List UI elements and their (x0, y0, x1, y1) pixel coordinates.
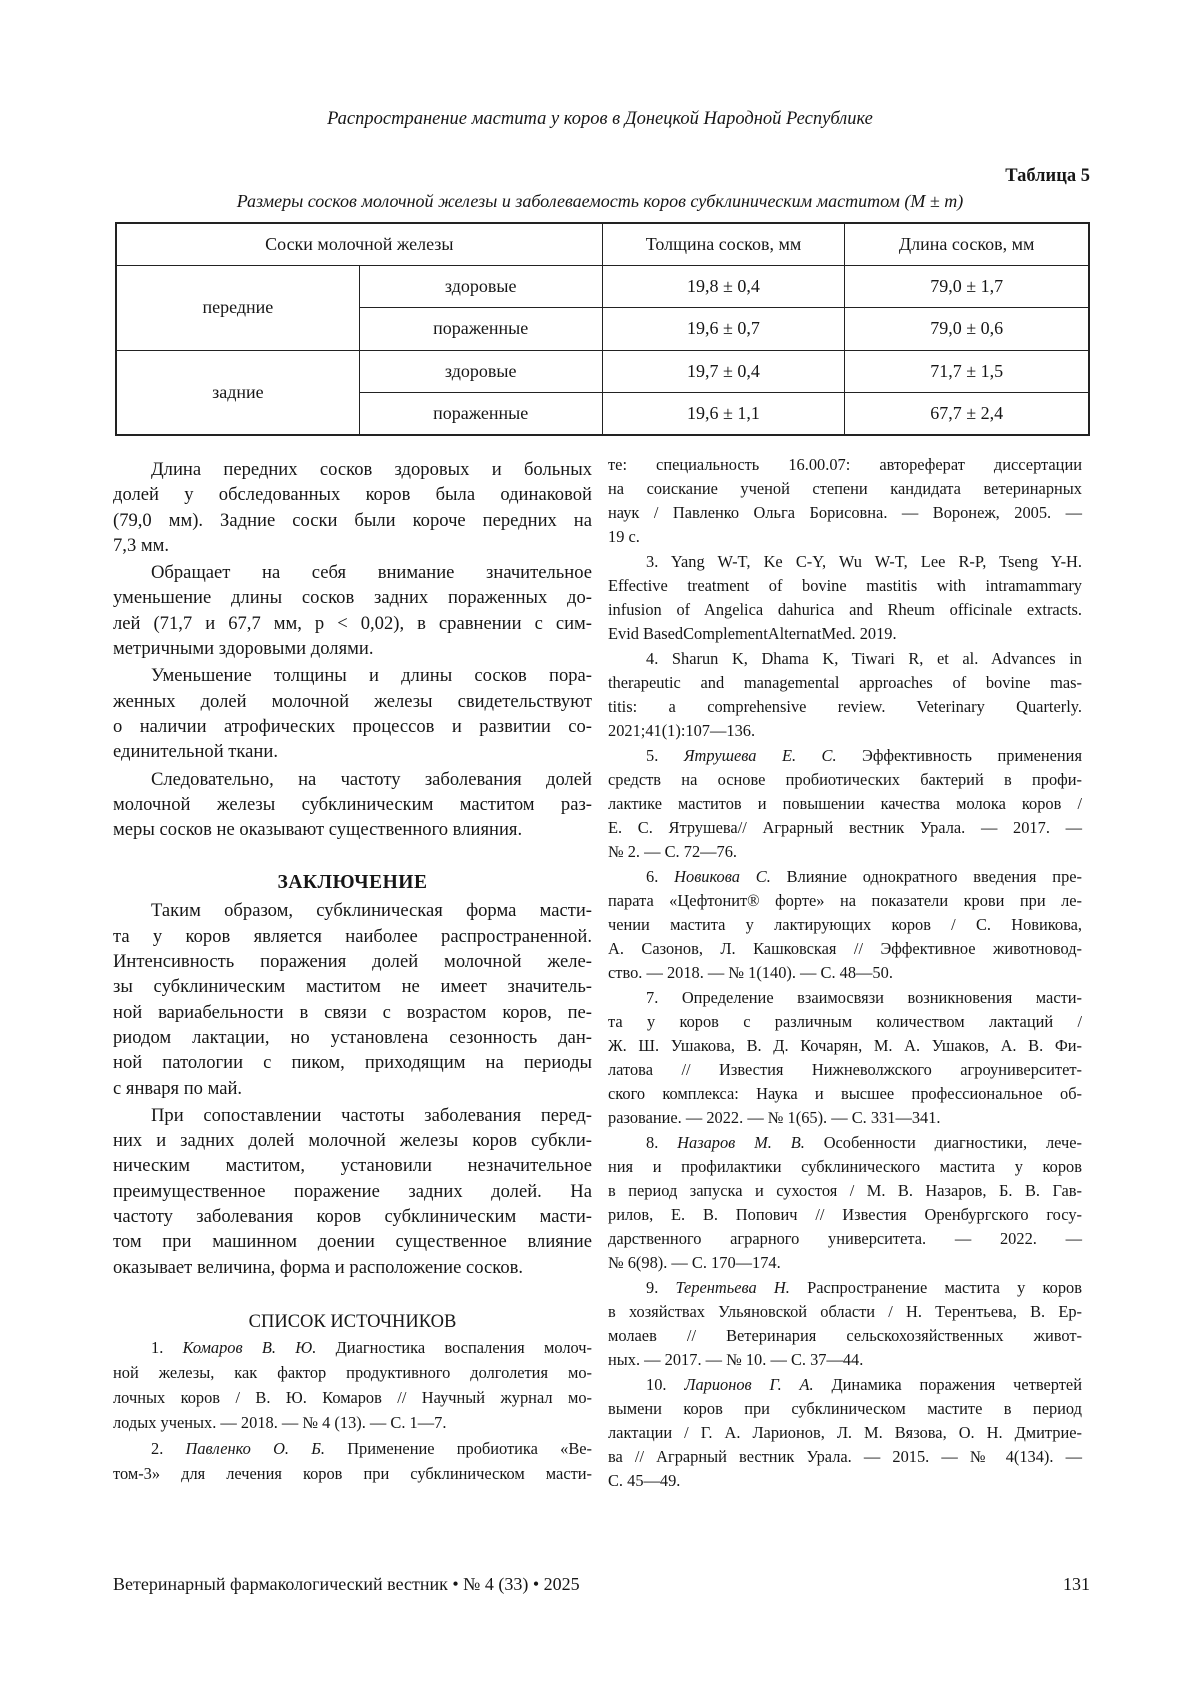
reference-item (608, 550, 1082, 646)
footer-journal-title: Ветеринарный фармакологический вестник • № 4 (33) • 2025 (113, 1574, 580, 1594)
text-line: оказывает величина, форма и расположение сосков. (113, 1256, 524, 1278)
text-line: меры сосков не оказывают существенного влияния. (113, 819, 523, 841)
reference-item (608, 986, 1082, 1130)
text-line: метричными здоровыми долями. (113, 638, 374, 660)
reference-line: вымени коров при субклиническом мастите в период (608, 1399, 1082, 1418)
length-cell: 71,7 ± 1,5 (845, 350, 1089, 393)
reference-line: наук / Павленко Ольга Борисовна. — Воронеж, 2005. — (608, 503, 1082, 522)
running-header: Распространение мастита у коров в Донецкой Народной Республике (327, 109, 873, 129)
reference-line: № 2. — С. 72—76. (608, 842, 738, 861)
reference-number: 6. (646, 867, 659, 886)
reference-item (608, 1131, 1082, 1275)
reference-line (608, 986, 1082, 1010)
reference-line (608, 1131, 1082, 1155)
references-list-left (113, 1335, 592, 1486)
text-line: Длина передних сосков здоровых и больных (151, 459, 592, 480)
reference-item (608, 865, 1082, 985)
reference-number: 1. (151, 1337, 164, 1357)
table-row (116, 350, 1089, 393)
text-line: лей (71,7 и 67,7 мм, p < 0,02), в сравнении с сим- (113, 612, 592, 634)
text-line: о наличии атрофических процессов и развитии со- (113, 715, 592, 737)
reference-line (608, 647, 1082, 671)
reference-item (608, 1373, 1082, 1493)
reference-line (113, 1436, 592, 1461)
teat-size-table (115, 222, 1090, 436)
paragraph (113, 663, 592, 764)
header-thickness: Толщина сосков, мм (602, 223, 845, 265)
reference-text: Определение взаимосвязи возникновения масти- (681, 988, 1082, 1007)
reference-item (113, 1335, 592, 1435)
reference-line: infusion of Angelica dahurica and Rheum officinale extracts. (608, 600, 1082, 619)
text-line: (79,0 мм). Задние соски были короче передних на (113, 509, 592, 531)
reference-line: 19 с. (608, 527, 640, 546)
group-cell: задние (116, 350, 359, 435)
reference-line: том-3» для лечения коров при субклиническом масти- (113, 1463, 592, 1483)
text-line: риодом лактации, но установлена сезонность дан- (113, 1026, 592, 1048)
reference-line: лактике маститов и повышении качества молока коров / (608, 794, 1082, 813)
reference-number: 3. (646, 552, 659, 571)
text-line: уменьшение длины сосков задних пораженных до- (113, 587, 592, 609)
reference-line: ных. — 2017. — № 10. — С. 37—44. (608, 1350, 864, 1369)
text-line: Следовательно, на частоту заболевания долей (151, 768, 592, 790)
reference-line: Е. С. Ятрушева// Аграрный вестник Урала. — 2017. — (608, 818, 1082, 837)
reference-line: рилов, Е. В. Попович // Известия Оренбургского госу- (608, 1205, 1082, 1224)
reference-continuation (608, 453, 1082, 549)
reference-line: на соискание ученой степени кандидата ветеринарных (608, 479, 1082, 498)
length-cell: 79,0 ± 0,6 (845, 308, 1089, 351)
reference-line: 2021;41(1):107—136. (608, 721, 756, 740)
reference-line: в период запуска и сухостоя / М. В. Назаров, Б. В. Гав- (608, 1181, 1082, 1200)
reference-text: Диагностика воспаления молоч- (316, 1337, 592, 1357)
reference-text: Влияние однократного введения пре- (770, 867, 1082, 886)
reference-text: Sharun K, Dhama K, Tiwari R, et al. Advances in (671, 649, 1082, 668)
text-line: долей у обследованных коров была одинаковой (113, 484, 592, 506)
text-line: зы субклиническим маститом не имеет значитель- (113, 976, 592, 998)
reference-line: Ж. Ш. Ушакова, В. Д. Кочарян, М. А. Ушаков, А. В. Фи- (608, 1036, 1082, 1055)
reference-text: Yang W-T, Ke C-Y, Wu W-T, Lee R-P, Tseng Y-H. (670, 552, 1082, 571)
body-text (113, 457, 592, 842)
paragraph (113, 767, 592, 843)
text-line: том при машинном доении существенное влияние (113, 1231, 592, 1253)
reference-number: 4. (646, 649, 659, 668)
reference-line: С. 45—49. (608, 1471, 681, 1490)
reference-line: чении мастита у лактирующих коров / С. Новикова, (608, 915, 1082, 934)
reference-author: Павленко О. Б. (185, 1438, 325, 1458)
reference-number: 8. (646, 1133, 659, 1152)
text-line: ническим маститом, установили незначительное (113, 1155, 592, 1177)
reference-text: Эффективность применения (836, 746, 1082, 765)
conclusion-heading: ЗАКЛЮЧЕНИЕ (277, 872, 428, 894)
reference-line: Evid BasedComplementAlternatMed. 2019. (608, 624, 897, 643)
text-line: с января по май. (113, 1077, 243, 1099)
text-line: частоту заболевания коров субклиническим масти- (113, 1206, 592, 1228)
reference-line: ной железы, как фактор продуктивного долголетия мо- (113, 1362, 592, 1382)
reference-author: Назаров М. В. (677, 1133, 805, 1152)
reference-line: в хозяйствах Ульяновской области / Н. Терентьева, В. Ер- (608, 1302, 1082, 1321)
thickness-cell: 19,8 ± 0,4 (602, 265, 845, 308)
reference-line: ство. — 2018. — № 1(140). — С. 48—50. (608, 963, 893, 982)
thickness-cell: 19,6 ± 0,7 (602, 308, 845, 351)
reference-author: Новикова С. (674, 867, 771, 886)
table-row (116, 265, 1089, 308)
reference-author: Ятрушева Е. С. (683, 746, 837, 765)
table-caption: Размеры сосков молочной железы и заболеваемость коров субклиническим маститом (M ± m) (236, 191, 964, 211)
page-number: 131 (1063, 1574, 1090, 1594)
reference-line: парата «Цефтонит® форте» на показатели крови при ле- (608, 891, 1082, 910)
text-line: ной патологии с пиком, приходящим на периоды (113, 1052, 592, 1074)
text-line: женных долей молочной железы свидетельствуют (113, 690, 592, 712)
reference-line: А. Сазонов, Л. Кашковская // Эффективное животновод- (608, 939, 1082, 958)
state-cell: здоровые (359, 265, 602, 308)
reference-line: латова // Известия Нижневолжского агроуниверситет- (608, 1060, 1082, 1079)
state-cell: пораженные (359, 308, 602, 351)
reference-text: Применение пробиотика «Ве- (325, 1438, 592, 1458)
paragraph (113, 1103, 592, 1280)
length-cell: 79,0 ± 1,7 (845, 265, 1089, 308)
reference-line: средств на основе пробиотических бактерий в профи- (608, 770, 1082, 789)
group-cell: передние (116, 265, 359, 350)
reference-line: ва // Аграрный вестник Урала. — 2015. — № 4(134). — (608, 1447, 1082, 1466)
text-line: Интенсивность поражения долей молочной желе- (113, 951, 592, 973)
reference-line: titis: a comprehensive review. Veterinary Quarterly. (608, 697, 1082, 716)
reference-line: лактации / Г. А. Ларионов, Л. М. Вязова, О. Н. Дмитрие- (608, 1423, 1082, 1442)
reference-line (608, 550, 1082, 574)
reference-line (608, 1276, 1082, 1300)
reference-line: лочных коров / В. Ю. Комаров // Научный журнал мо- (113, 1387, 592, 1407)
state-cell: здоровые (359, 350, 602, 393)
reference-line (608, 865, 1082, 889)
text-line: Таким образом, субклиническая форма масти- (151, 900, 592, 922)
text-line: единительной ткани. (113, 741, 278, 763)
paragraph (113, 457, 592, 558)
left-column (113, 457, 592, 1487)
text-line: Обращает на себя внимание значительное (151, 562, 592, 584)
reference-text: Распространение мастита у коров (789, 1278, 1082, 1297)
text-line: Уменьшение толщины и длины сосков пора- (151, 665, 592, 687)
reference-text: Динамика поражения четвертей (813, 1375, 1082, 1394)
reference-author: Ларионов Г. А. (684, 1375, 814, 1394)
reference-item (608, 744, 1082, 864)
references-heading: СПИСОК ИСТОЧНИКОВ (248, 1311, 457, 1332)
text-line: та у коров является наиболее распространенной. (113, 925, 592, 947)
text-line: молочной железы субклиническим маститом раз- (113, 793, 592, 815)
reference-line: Effective treatment of bovine mastitis with intramammary (608, 576, 1082, 595)
reference-line: therapeutic and managemental approaches of bovine mas- (608, 673, 1082, 692)
table-header-row (116, 223, 1089, 265)
references-list-right (608, 453, 1082, 1493)
right-column (608, 453, 1082, 1494)
reference-line: разование. — 2022. — № 1(65). — С. 331—341. (608, 1108, 941, 1127)
text-line: При сопоставлении частоты заболевания перед- (151, 1104, 592, 1126)
reference-line (113, 1335, 592, 1360)
length-cell: 67,7 ± 2,4 (845, 393, 1089, 436)
reference-author: Комаров В. Ю. (182, 1337, 317, 1357)
reference-text: Особенности диагностики, лече- (804, 1133, 1082, 1152)
conclusion-text (113, 898, 592, 1279)
text-line: ной вариабельности в связи с возрастом коров, пе- (113, 1001, 592, 1023)
reference-number: 9. (646, 1278, 659, 1297)
thickness-cell: 19,6 ± 1,1 (602, 393, 845, 436)
text-line: преимущественное поражение задних долей. На (113, 1180, 592, 1202)
reference-line (608, 744, 1082, 768)
reference-line: ния и профилактики субклинического мастита у коров (608, 1157, 1082, 1176)
reference-line: та у коров с различным количеством лактаций / (608, 1012, 1082, 1031)
reference-number: 7. (646, 988, 659, 1007)
reference-line: дарственного аграрного университета. — 2022. — (608, 1229, 1082, 1248)
paragraph (113, 898, 592, 1100)
reference-item (113, 1436, 592, 1486)
reference-number: 10. (646, 1375, 667, 1394)
reference-item (608, 647, 1082, 743)
header-length: Длина сосков, мм (845, 223, 1089, 265)
thickness-cell: 19,7 ± 0,4 (602, 350, 845, 393)
reference-number: 2. (151, 1438, 164, 1458)
reference-line: те: специальность 16.00.07: автореферат диссертации (608, 455, 1082, 474)
header-teats: Соски молочной железы (116, 223, 602, 265)
reference-line: лодых ученых. — 2018. — № 4 (13). — С. 1—7. (113, 1412, 447, 1432)
reference-line: № 6(98). — С. 170—174. (608, 1253, 781, 1272)
reference-line: молаев // Ветеринария сельскохозяйственных живот- (608, 1326, 1082, 1345)
text-line: них и задних долей молочной железы коров субкли- (113, 1130, 592, 1152)
reference-author: Терентьева Н. (675, 1278, 790, 1297)
paragraph (113, 560, 592, 661)
table-label: Таблица 5 (1005, 166, 1090, 186)
reference-number: 5. (646, 746, 659, 765)
reference-line (608, 1373, 1082, 1397)
state-cell: пораженные (359, 393, 602, 436)
reference-line: ского комплекса: Наука и высшее профессиональное об- (608, 1084, 1082, 1103)
reference-item (608, 1276, 1082, 1372)
text-line: 7,3 мм. (113, 534, 170, 556)
